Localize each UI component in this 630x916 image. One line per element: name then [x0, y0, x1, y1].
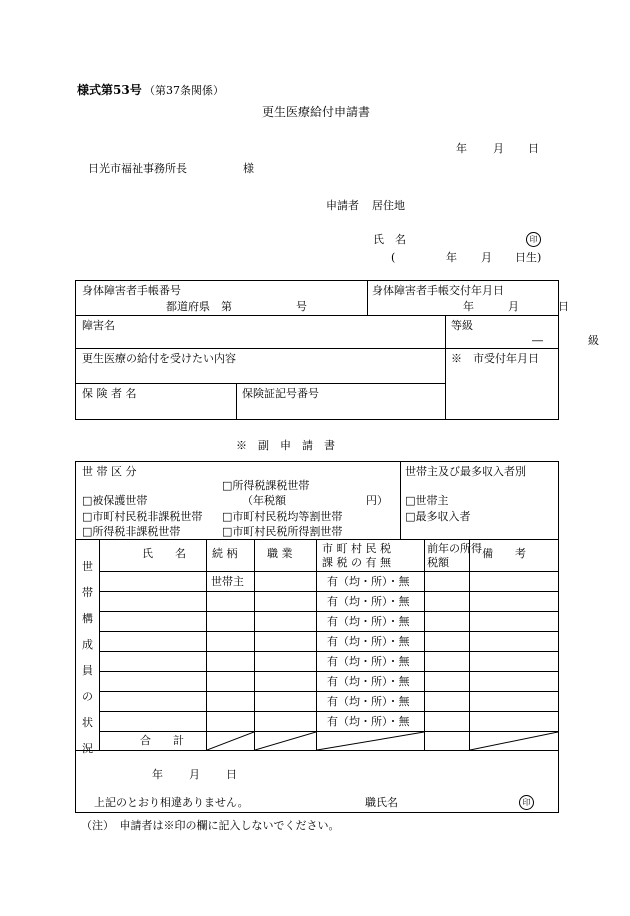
diagonal-slash [317, 732, 424, 750]
member-tax-cell[interactable] [317, 572, 425, 592]
member-relation-cell[interactable] [207, 712, 255, 732]
member-tax-cell[interactable] [317, 652, 425, 672]
member-job-cell[interactable] [255, 632, 317, 652]
name-label: 氏 名 [373, 233, 406, 246]
birth-year-label: 年 [446, 251, 457, 264]
member-tax-status: 有（均・所）・無 [327, 595, 410, 608]
income-tax-exempt-check[interactable]: □所得税非課税世帯 [82, 525, 181, 538]
member-prev-tax-cell[interactable] [425, 572, 470, 592]
col-header-name-text: 氏 名 [142, 547, 186, 560]
member-tax-cell[interactable] [317, 672, 425, 692]
member-name-cell[interactable] [100, 572, 207, 592]
staff-seal-icon [519, 795, 534, 810]
cert-month-label: 月 [508, 300, 520, 313]
insurance-number-cell[interactable] [237, 384, 446, 420]
seal-icon [526, 232, 541, 247]
member-job-cell[interactable] [255, 652, 317, 672]
table-row [76, 612, 559, 632]
member-name-cell[interactable] [100, 712, 207, 732]
col-header-tax [317, 540, 425, 572]
col-header-remarks-text: 備 考 [482, 547, 527, 560]
table-row [76, 632, 559, 652]
member-name-cell[interactable] [100, 612, 207, 632]
member-tax-cell[interactable] [317, 632, 425, 652]
member-prev-tax-cell[interactable] [425, 632, 470, 652]
household-table [75, 461, 559, 813]
yen-label: 円） [366, 494, 388, 507]
diagonal-slash [207, 732, 254, 750]
member-relation-cell[interactable] [207, 572, 255, 592]
prefecture-label: 都道府県 第 [166, 300, 232, 313]
member-job-cell[interactable] [255, 692, 317, 712]
municipal-exempt-check[interactable]: □市町村民税非課税世帯 [82, 510, 203, 523]
col-header-tax-line2: 課 税 の 有 無 [322, 556, 391, 569]
cert-date-label: 身体障害者手帳交付年月日 [372, 284, 505, 297]
welfare-household-check[interactable]: □被保護世帯 [82, 494, 148, 507]
diagonal-slash [255, 732, 316, 750]
total-label-cell [100, 732, 207, 751]
disability-name-label: 障害名 [82, 319, 115, 332]
birth-day-label: 日生) [515, 251, 542, 264]
member-remarks-cell[interactable] [470, 672, 559, 692]
cert-date-cell[interactable] [368, 281, 570, 316]
member-job-cell[interactable] [255, 712, 317, 732]
member-tax-status: 有（均・所）・無 [327, 575, 410, 588]
confirm-month-label: 月 [189, 768, 200, 781]
total-remarks-cell [470, 732, 559, 751]
municipal-income-check[interactable]: □市町村民税所得割世帯 [222, 525, 343, 538]
benefit-content-label: 更生医療の給付を受けたい内容 [82, 352, 236, 365]
member-remarks-cell[interactable] [470, 692, 559, 712]
birth-month-label: 月 [481, 251, 492, 264]
household-category-cell [76, 462, 401, 540]
member-tax-status: 有（均・所）・無 [327, 695, 410, 708]
annual-tax-label: （年税額 [242, 494, 286, 507]
table-row [76, 572, 559, 592]
receipt-date-label: ※ 市受付年月日 [451, 352, 540, 365]
member-job-cell[interactable] [255, 672, 317, 692]
staff-seal-mark: 印 [519, 795, 534, 810]
insurance-number-label: 保険証記号番号 [242, 387, 319, 400]
member-remarks-cell[interactable] [470, 652, 559, 672]
total-relation-cell [207, 732, 255, 751]
member-name-cell[interactable] [100, 692, 207, 712]
member-name-cell[interactable] [100, 652, 207, 672]
cert-day-label: 日 [558, 300, 570, 313]
income-tax-household-check[interactable]: □所得税課税世帯 [222, 479, 310, 492]
date-month-label: 月 [493, 142, 504, 155]
grade-label: 等級 [451, 319, 474, 332]
household-head-label: 世帯主及び最多収入者別 [405, 465, 527, 478]
total-job-cell [255, 732, 317, 751]
member-tax-cell[interactable] [317, 712, 425, 732]
confirm-year-label: 年 [152, 768, 163, 781]
birth-open: ( [391, 251, 396, 264]
members-vertical-label-cell [76, 540, 100, 755]
seal-mark: 印 [526, 232, 541, 247]
vertical-char: 況 [82, 742, 93, 755]
confirm-statement: 上記のとおり相違ありません。 [94, 796, 249, 809]
col-header-prev-line1: 前年の所得 [427, 542, 483, 555]
member-tax-status: 有（均・所）・無 [327, 655, 410, 668]
number-suffix: 号 [296, 300, 307, 313]
member-relation-cell[interactable] [207, 632, 255, 652]
member-relation-cell[interactable] [207, 692, 255, 712]
page-title: 更生医療給付申請書 [262, 105, 371, 119]
max-income-check[interactable]: □最多収入者 [405, 510, 471, 523]
member-remarks-cell[interactable] [470, 612, 559, 632]
municipal-equal-check[interactable]: □市町村民税均等割世帯 [222, 510, 343, 523]
cert-number-cell[interactable] [76, 281, 368, 316]
residence-label: 居住地 [372, 199, 405, 212]
footnote: （注） 申請者は※印の欄に記入しないでください。 [81, 819, 340, 832]
total-row [76, 732, 559, 751]
table-row [76, 592, 559, 612]
member-prev-tax-cell[interactable] [425, 592, 470, 612]
col-header-job [255, 540, 317, 572]
household-head-cell [401, 462, 559, 540]
member-relation: 世帯主 [211, 575, 244, 588]
table-row [76, 652, 559, 672]
addressee: 日光市福祉事務所長 [88, 162, 187, 175]
vertical-char: 構 [82, 612, 93, 625]
cert-number-label: 身体障害者手帳番号 [82, 284, 181, 297]
vertical-char: の [82, 690, 93, 703]
member-relation-cell[interactable] [207, 612, 255, 632]
confirmation-cell [76, 751, 559, 813]
table-row [76, 672, 559, 692]
vertical-char: 帯 [82, 586, 93, 599]
member-tax-cell[interactable] [317, 612, 425, 632]
member-relation-cell[interactable] [207, 592, 255, 612]
col-header-name [100, 540, 207, 572]
col-header-relation [207, 540, 255, 572]
member-relation-cell[interactable] [207, 672, 255, 692]
table-row [76, 712, 559, 732]
date-day-label: 日 [528, 142, 539, 155]
col-header-prev-tax [425, 540, 483, 572]
date-year-label: 年 [456, 142, 467, 155]
form-number: 様式第53号 [77, 83, 142, 97]
member-relation-cell[interactable] [207, 652, 255, 672]
member-tax-cell[interactable] [317, 592, 425, 612]
col-header-tax-line1: 市 町 村 民 税 [322, 542, 391, 555]
col-header-remarks [470, 540, 559, 572]
sub-application-title: ※ 副 申 請 書 [236, 439, 335, 452]
vertical-char: 成 [82, 638, 93, 651]
member-name-cell[interactable] [100, 632, 207, 652]
member-prev-tax-cell[interactable] [425, 652, 470, 672]
benefit-content-cell[interactable] [76, 349, 446, 384]
form-reference: （第37条関係） [144, 84, 224, 97]
member-remarks-cell[interactable] [470, 572, 559, 592]
member-job-cell[interactable] [255, 612, 317, 632]
confirm-day-label: 日 [226, 768, 237, 781]
grade-cell[interactable] [446, 316, 600, 349]
honorific: 様 [243, 162, 254, 175]
household-category-label: 世 帯 区 分 [82, 465, 137, 478]
col-header-prev-line2: 税額 [427, 556, 450, 569]
member-prev-tax-cell[interactable] [425, 712, 470, 732]
member-name-cell[interactable] [100, 592, 207, 612]
receipt-date-cell [446, 349, 559, 420]
grade-dash: ― [532, 334, 544, 347]
total-tax-cell [317, 732, 425, 751]
member-tax-status: 有（均・所）・無 [327, 635, 410, 648]
applicant-label: 申請者 [326, 199, 359, 212]
col-header-relation-text: 続 柄 [212, 547, 238, 560]
member-remarks-cell[interactable] [470, 632, 559, 652]
insured-name-label: 保 険 者 名 [82, 387, 137, 400]
disability-name-cell[interactable] [76, 316, 446, 349]
staff-name-label: 職氏名 [365, 796, 398, 809]
member-tax-cell[interactable] [317, 692, 425, 712]
member-prev-tax-cell[interactable] [425, 692, 470, 712]
total-label: 合 計 [140, 734, 184, 747]
cert-year-label: 年 [463, 300, 475, 313]
table-row [76, 692, 559, 712]
diagonal-slash [470, 732, 558, 750]
member-prev-tax-cell[interactable] [425, 612, 470, 632]
total-prev-tax-cell[interactable] [425, 732, 470, 751]
member-name-cell[interactable] [100, 672, 207, 692]
vertical-char: 状 [82, 716, 93, 729]
vertical-char: 員 [82, 664, 93, 677]
member-job-cell[interactable] [255, 572, 317, 592]
member-prev-tax-cell[interactable] [425, 672, 470, 692]
member-tax-status: 有（均・所）・無 [327, 615, 410, 628]
member-remarks-cell[interactable] [470, 592, 559, 612]
member-job-cell[interactable] [255, 592, 317, 612]
member-tax-status: 有（均・所）・無 [327, 675, 410, 688]
head-check[interactable]: □世帯主 [405, 494, 449, 507]
certificate-table [75, 280, 600, 420]
vertical-char: 世 [82, 560, 93, 573]
member-remarks-cell[interactable] [470, 712, 559, 732]
grade-suffix: 級 [588, 334, 600, 347]
col-header-job-text: 職 業 [267, 547, 293, 560]
member-tax-status: 有（均・所）・無 [327, 715, 410, 728]
insured-name-cell[interactable] [76, 384, 237, 420]
